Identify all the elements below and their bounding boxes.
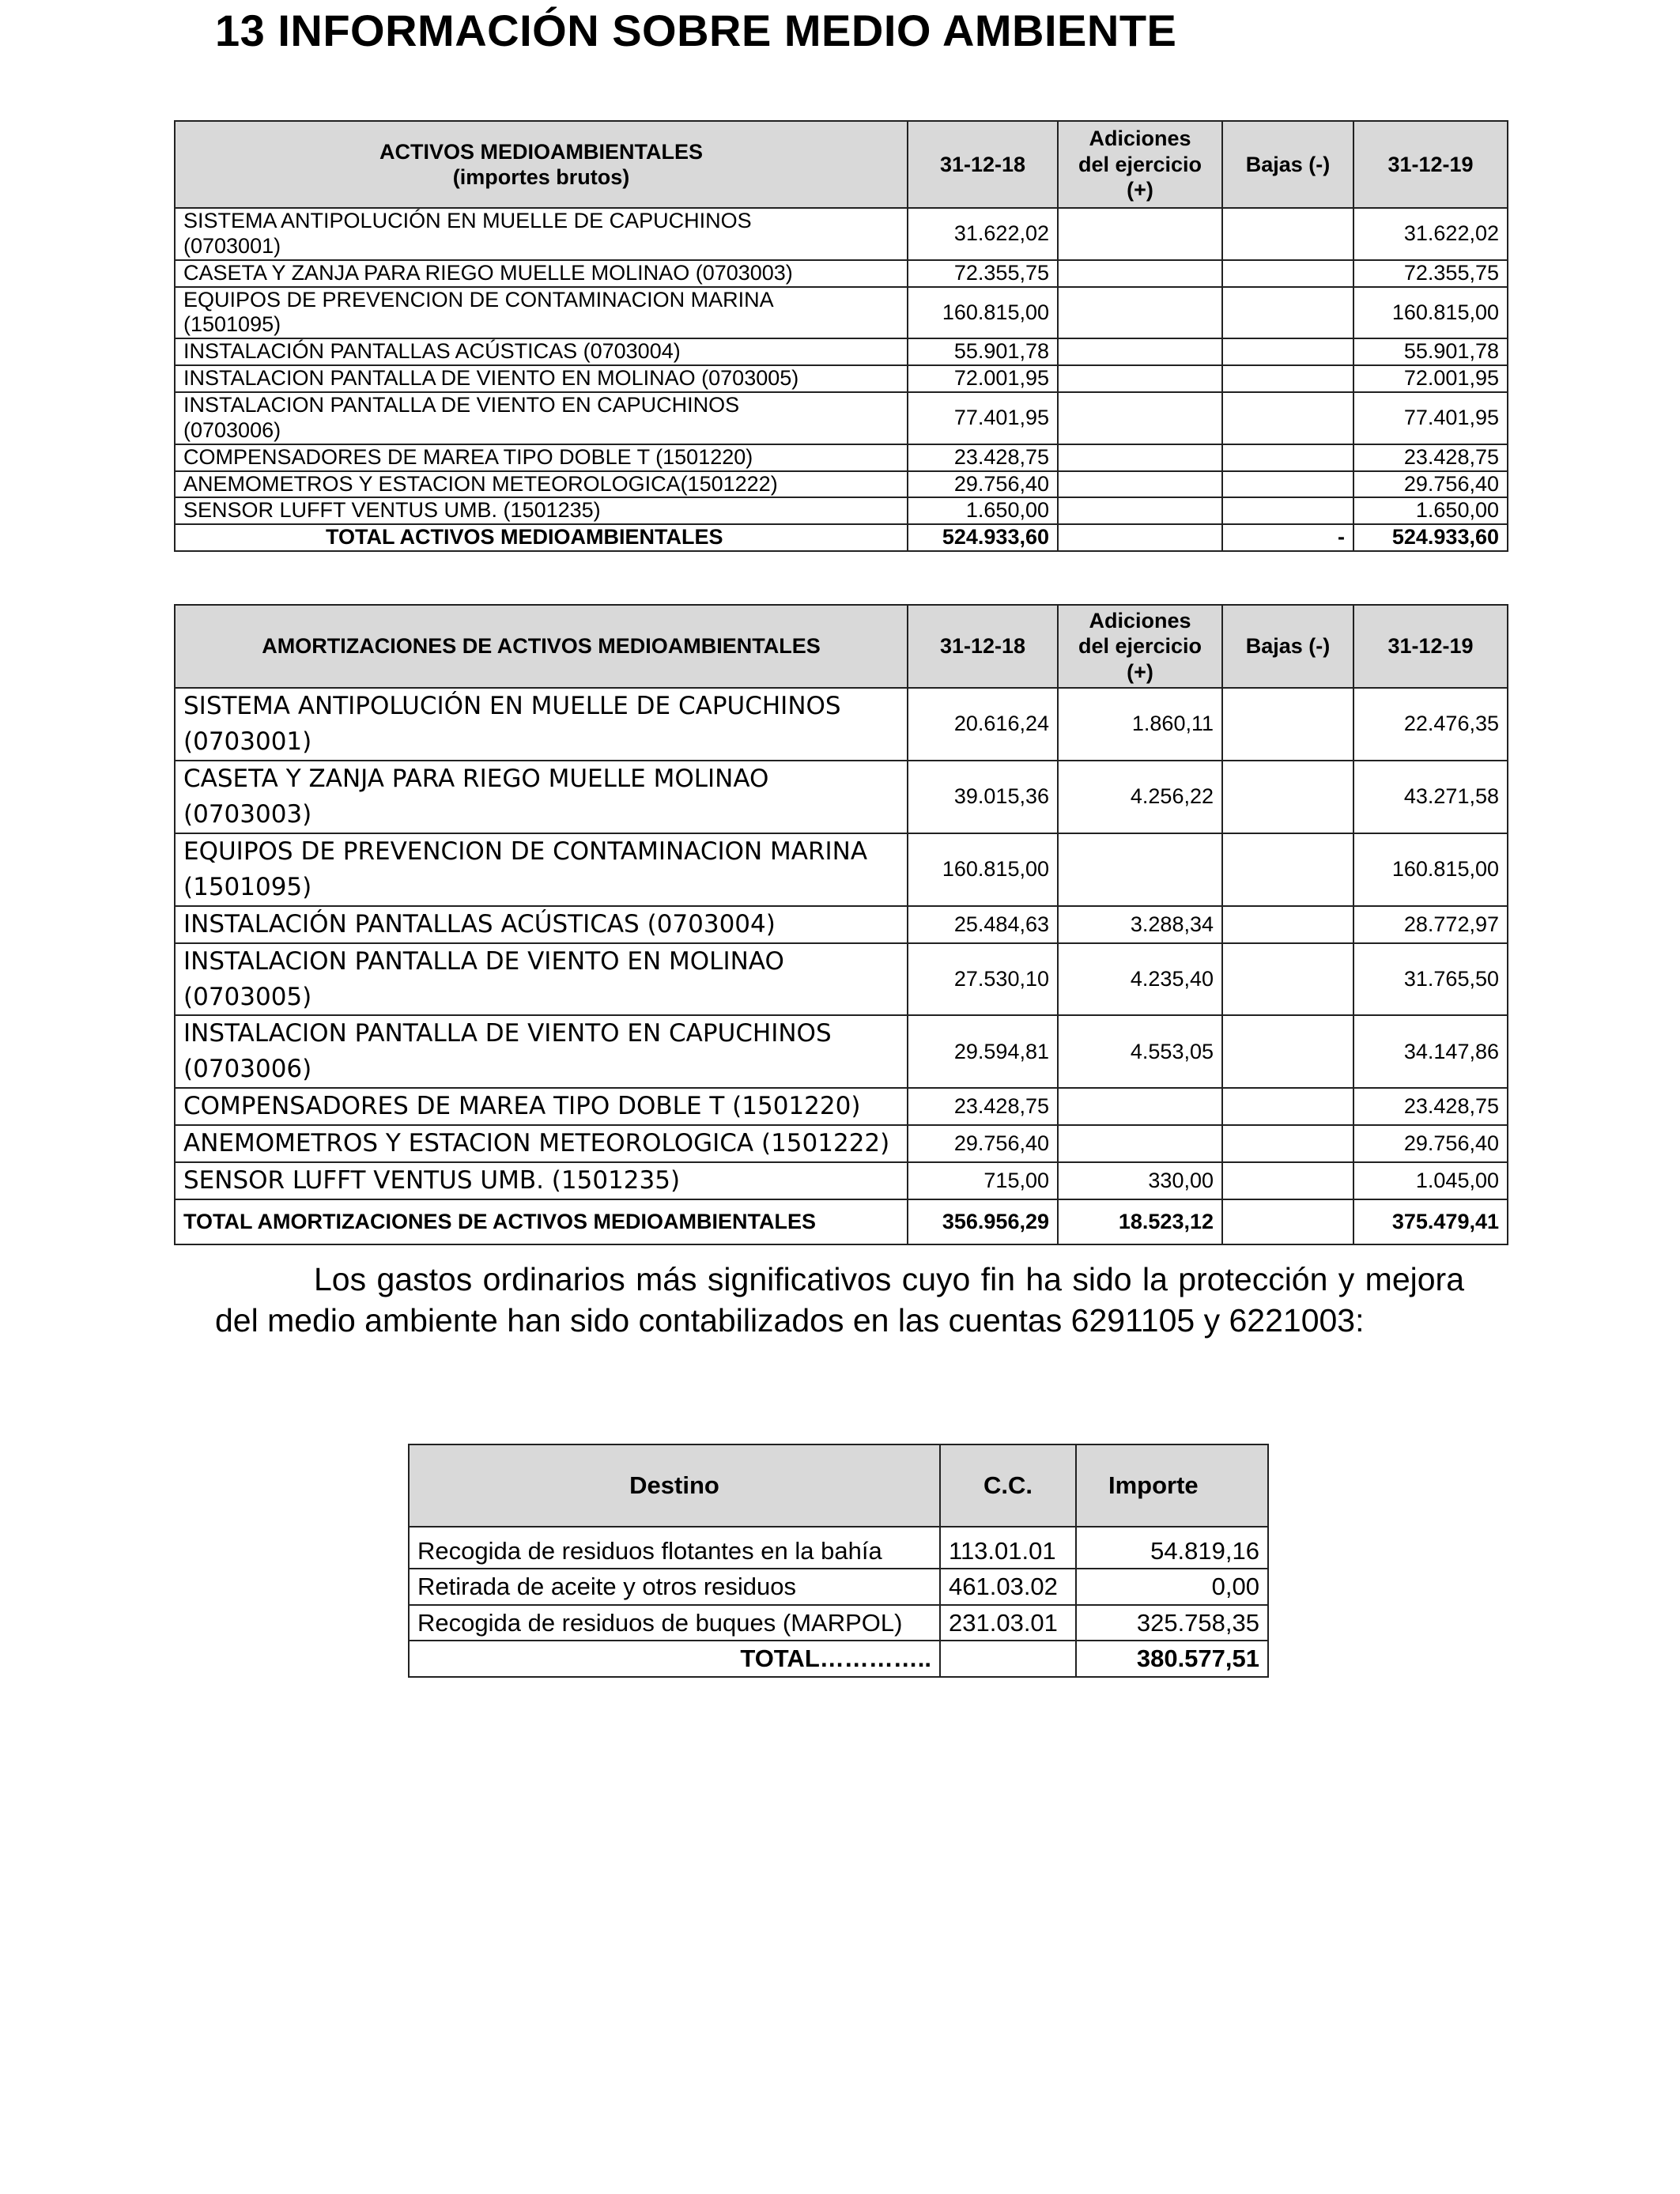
header-text: (importes brutos) xyxy=(452,165,630,189)
activos-value-v1: 31.622,02 xyxy=(908,208,1058,260)
header-text: Adiciones xyxy=(1089,127,1191,151)
activos-value-v4: 29.756,40 xyxy=(1353,471,1508,498)
amortizaciones-value-v1: 29.594,81 xyxy=(908,1015,1058,1088)
activos-row xyxy=(175,338,1508,365)
amortizaciones-concepto xyxy=(175,1162,908,1199)
gastos-importe: 0,00 xyxy=(1076,1569,1268,1604)
gastos-row xyxy=(409,1605,1268,1641)
amortizaciones-total-v2: 18.523,12 xyxy=(1058,1199,1222,1244)
amortizaciones-total-v4: 375.479,41 xyxy=(1353,1199,1508,1244)
amortizaciones-concepto xyxy=(175,688,908,761)
activos-total-row xyxy=(175,524,1508,551)
activos-concepto xyxy=(175,392,908,444)
activos-concepto xyxy=(175,365,908,392)
amortizaciones-value-v3 xyxy=(1222,1088,1353,1125)
header-text: del ejercicio xyxy=(1078,634,1202,659)
amortizaciones-header-row xyxy=(175,605,1508,688)
amortizaciones-concepto xyxy=(175,761,908,833)
activos-value-v3 xyxy=(1222,208,1353,260)
activos-value-v3 xyxy=(1222,444,1353,471)
concepto-line: SISTEMA ANTIPOLUCIÓN EN MUELLE DE CAPUCHINOS xyxy=(183,692,841,720)
gastos-col-destino: Destino xyxy=(409,1444,940,1527)
concepto-line: COMPENSADORES DE MAREA TIPO DOBLE T (1501220) xyxy=(183,444,753,469)
activos-row xyxy=(175,392,1508,444)
amortizaciones-concepto xyxy=(175,1125,908,1162)
amortizaciones-col-bajas: Bajas (-) xyxy=(1222,605,1353,688)
activos-value-v4: 55.901,78 xyxy=(1353,338,1508,365)
concepto-line: (0703006) xyxy=(183,417,281,442)
amortizaciones-concepto xyxy=(175,906,908,943)
page-title: 13 INFORMACIÓN SOBRE MEDIO AMBIENTE xyxy=(215,6,1177,55)
amortizaciones-value-v4: 22.476,35 xyxy=(1353,688,1508,761)
amortizaciones-value-v1: 29.756,40 xyxy=(908,1125,1058,1162)
amortizaciones-value-v4: 34.147,86 xyxy=(1353,1015,1508,1088)
activos-col-2019: 31-12-19 xyxy=(1353,121,1508,208)
gastos-total-importe: 380.577,51 xyxy=(1076,1641,1268,1676)
amortizaciones-col-concepto: AMORTIZACIONES DE ACTIVOS MEDIOAMBIENTALES xyxy=(175,605,908,688)
concepto-line: INSTALACIÓN PANTALLAS ACÚSTICAS (0703004) xyxy=(183,909,776,938)
concepto-line: SENSOR LUFFT VENTUS UMB. (1501235) xyxy=(183,498,601,523)
activos-header-row xyxy=(175,121,1508,208)
activos-value-v3 xyxy=(1222,338,1353,365)
activos-value-v3 xyxy=(1222,392,1353,444)
activos-value-v4: 72.001,95 xyxy=(1353,365,1508,392)
amortizaciones-value-v1: 25.484,63 xyxy=(908,906,1058,943)
amortizaciones-value-v1: 160.815,00 xyxy=(908,833,1058,906)
gastos-total-label: TOTAL………….. xyxy=(409,1641,940,1676)
amortizaciones-value-v4: 28.772,97 xyxy=(1353,906,1508,943)
activos-row xyxy=(175,287,1508,339)
activos-value-v2 xyxy=(1058,497,1222,524)
gastos-destino: Recogida de residuos de buques (MARPOL) xyxy=(409,1605,940,1641)
activos-concepto xyxy=(175,260,908,287)
amortizaciones-value-v1: 39.015,36 xyxy=(908,761,1058,833)
amortizaciones-value-v4: 23.428,75 xyxy=(1353,1088,1508,1125)
concepto-line: INSTALACION PANTALLA DE VIENTO EN CAPUCHINOS xyxy=(183,393,740,417)
activos-value-v1: 160.815,00 xyxy=(908,287,1058,339)
gastos-destino: Retirada de aceite y otros residuos xyxy=(409,1569,940,1604)
concepto-line: (0703001) xyxy=(183,727,312,756)
amortizaciones-value-v4: 31.765,50 xyxy=(1353,943,1508,1016)
concepto-line: (0703006) xyxy=(183,1055,312,1084)
amortizaciones-value-v1: 23.428,75 xyxy=(908,1088,1058,1125)
activos-total-v2 xyxy=(1058,524,1222,551)
activos-value-v3 xyxy=(1222,287,1353,339)
amortizaciones-row xyxy=(175,1162,1508,1199)
activos-row xyxy=(175,471,1508,498)
activos-row xyxy=(175,444,1508,471)
amortizaciones-row xyxy=(175,943,1508,1016)
amortizaciones-value-v3 xyxy=(1222,1015,1353,1088)
amortizaciones-value-v1: 20.616,24 xyxy=(908,688,1058,761)
amortizaciones-value-v2 xyxy=(1058,1088,1222,1125)
header-text: ACTIVOS MEDIOAMBIENTALES xyxy=(379,139,703,164)
amortizaciones-value-v2: 4.256,22 xyxy=(1058,761,1222,833)
activos-value-v1: 23.428,75 xyxy=(908,444,1058,471)
activos-value-v4: 23.428,75 xyxy=(1353,444,1508,471)
amortizaciones-value-v3 xyxy=(1222,906,1353,943)
amortizaciones-concepto xyxy=(175,1015,908,1088)
concepto-line: ANEMOMETROS Y ESTACION METEOROLOGICA (1501222) xyxy=(183,1129,890,1158)
concepto-line: CASETA Y ZANJA PARA RIEGO MUELLE MOLINAO (0703003) xyxy=(183,260,793,285)
amortizaciones-value-v4: 160.815,00 xyxy=(1353,833,1508,906)
amortizaciones-row xyxy=(175,1088,1508,1125)
amortizaciones-value-v2: 3.288,34 xyxy=(1058,906,1222,943)
activos-value-v4: 160.815,00 xyxy=(1353,287,1508,339)
amortizaciones-value-v3 xyxy=(1222,943,1353,1016)
amortizaciones-total-label: TOTAL AMORTIZACIONES DE ACTIVOS MEDIOAMBIENTALES xyxy=(175,1199,908,1244)
amortizaciones-concepto xyxy=(175,1088,908,1125)
amortizaciones-table xyxy=(174,604,1508,1245)
activos-concepto xyxy=(175,208,908,260)
header-text: (+) xyxy=(1127,178,1153,202)
paragraph-text: Los gastos ordinarios más significativos cuyo fin ha sido la protección y mejora del medio ambiente han sido contabilizados en las cuentas 6291105 y 6221003: xyxy=(215,1261,1464,1339)
gastos-table xyxy=(408,1444,1269,1678)
activos-total-v3: - xyxy=(1222,524,1353,551)
amortizaciones-concepto xyxy=(175,943,908,1016)
amortizaciones-value-v4: 29.756,40 xyxy=(1353,1125,1508,1162)
amortizaciones-value-v3 xyxy=(1222,1125,1353,1162)
activos-row xyxy=(175,497,1508,524)
activos-value-v1: 72.001,95 xyxy=(908,365,1058,392)
activos-concepto xyxy=(175,497,908,524)
activos-value-v1: 72.355,75 xyxy=(908,260,1058,287)
amortizaciones-value-v2 xyxy=(1058,833,1222,906)
gastos-cc: 461.03.02 xyxy=(940,1569,1076,1604)
amortizaciones-value-v4: 1.045,00 xyxy=(1353,1162,1508,1199)
activos-row xyxy=(175,208,1508,260)
activos-value-v2 xyxy=(1058,365,1222,392)
gastos-row xyxy=(409,1527,1268,1569)
activos-total-label: TOTAL ACTIVOS MEDIOAMBIENTALES xyxy=(175,524,908,551)
activos-col-bajas: Bajas (-) xyxy=(1222,121,1353,208)
activos-concepto xyxy=(175,338,908,365)
gastos-cc: 231.03.01 xyxy=(940,1605,1076,1641)
gastos-importe: 54.819,16 xyxy=(1076,1527,1268,1569)
activos-table xyxy=(174,120,1508,552)
activos-concepto xyxy=(175,444,908,471)
amortizaciones-value-v2: 4.553,05 xyxy=(1058,1015,1222,1088)
concepto-line: (1501095) xyxy=(183,872,312,901)
activos-value-v2 xyxy=(1058,392,1222,444)
amortizaciones-row xyxy=(175,761,1508,833)
activos-value-v3 xyxy=(1222,260,1353,287)
gastos-importe: 325.758,35 xyxy=(1076,1605,1268,1641)
amortizaciones-value-v2 xyxy=(1058,1125,1222,1162)
concepto-line: INSTALACION PANTALLA DE VIENTO EN MOLINAO (0703005) xyxy=(183,946,784,1011)
amortizaciones-concepto xyxy=(175,833,908,906)
activos-value-v1: 29.756,40 xyxy=(908,471,1058,498)
concepto-line: (0703001) xyxy=(183,233,281,258)
gastos-col-cc: C.C. xyxy=(940,1444,1076,1527)
header-text: Adiciones xyxy=(1089,608,1191,633)
concepto-line: INSTALACIÓN PANTALLAS ACÚSTICAS (0703004) xyxy=(183,339,681,364)
amortizaciones-value-v3 xyxy=(1222,833,1353,906)
amortizaciones-total-v3 xyxy=(1222,1199,1353,1244)
gastos-header-row xyxy=(409,1444,1268,1527)
activos-total-v1: 524.933,60 xyxy=(908,524,1058,551)
concepto-line: SISTEMA ANTIPOLUCIÓN EN MUELLE DE CAPUCHINOS xyxy=(183,209,752,232)
activos-value-v2 xyxy=(1058,338,1222,365)
concepto-line: (1501095) xyxy=(183,312,281,337)
activos-value-v2 xyxy=(1058,471,1222,498)
activos-concepto xyxy=(175,471,908,498)
activos-value-v2 xyxy=(1058,208,1222,260)
activos-value-v4: 77.401,95 xyxy=(1353,392,1508,444)
concepto-line: COMPENSADORES DE MAREA TIPO DOBLE T (1501220) xyxy=(183,1092,861,1121)
activos-row xyxy=(175,365,1508,392)
amortizaciones-value-v2: 330,00 xyxy=(1058,1162,1222,1199)
concepto-line: SENSOR LUFFT VENTUS UMB. (1501235) xyxy=(183,1166,681,1195)
amortizaciones-row xyxy=(175,1125,1508,1162)
amortizaciones-value-v3 xyxy=(1222,688,1353,761)
concepto-line: ANEMOMETROS Y ESTACION METEOROLOGICA(1501222) xyxy=(183,471,778,496)
amortizaciones-total-row xyxy=(175,1199,1508,1244)
concepto-line: CASETA Y ZANJA PARA RIEGO MUELLE MOLINAO (0703003) xyxy=(183,764,769,829)
header-text: (+) xyxy=(1127,659,1153,684)
amortizaciones-value-v3 xyxy=(1222,761,1353,833)
concepto-line: EQUIPOS DE PREVENCION DE CONTAMINACION MARINA xyxy=(183,836,868,866)
gastos-total-row xyxy=(409,1641,1268,1676)
amortizaciones-value-v1: 715,00 xyxy=(908,1162,1058,1199)
amortizaciones-value-v2: 1.860,11 xyxy=(1058,688,1222,761)
gastos-destino: Recogida de residuos flotantes en la bahía xyxy=(409,1527,940,1569)
body-paragraph xyxy=(215,1259,1464,1341)
activos-value-v3 xyxy=(1222,497,1353,524)
activos-value-v2 xyxy=(1058,287,1222,339)
activos-value-v2 xyxy=(1058,444,1222,471)
amortizaciones-row xyxy=(175,833,1508,906)
activos-col-2018: 31-12-18 xyxy=(908,121,1058,208)
amortizaciones-col-2018: 31-12-18 xyxy=(908,605,1058,688)
activos-value-v1: 77.401,95 xyxy=(908,392,1058,444)
activos-total-v4: 524.933,60 xyxy=(1353,524,1508,551)
header-text: del ejercicio xyxy=(1078,152,1202,176)
concepto-line: INSTALACION PANTALLA DE VIENTO EN MOLINAO (0703005) xyxy=(183,366,799,391)
activos-row xyxy=(175,260,1508,287)
amortizaciones-row xyxy=(175,906,1508,943)
activos-value-v2 xyxy=(1058,260,1222,287)
concepto-line: INSTALACION PANTALLA DE VIENTO EN CAPUCHINOS xyxy=(183,1019,832,1048)
gastos-col-importe: Importe xyxy=(1076,1444,1268,1527)
activos-col-adiciones xyxy=(1058,121,1222,208)
amortizaciones-value-v4: 43.271,58 xyxy=(1353,761,1508,833)
gastos-total-cc xyxy=(940,1641,1076,1676)
amortizaciones-value-v1: 27.530,10 xyxy=(908,943,1058,1016)
amortizaciones-col-adiciones xyxy=(1058,605,1222,688)
amortizaciones-col-2019: 31-12-19 xyxy=(1353,605,1508,688)
activos-concepto xyxy=(175,287,908,339)
activos-value-v3 xyxy=(1222,471,1353,498)
amortizaciones-value-v2: 4.235,40 xyxy=(1058,943,1222,1016)
activos-value-v4: 1.650,00 xyxy=(1353,497,1508,524)
activos-value-v1: 55.901,78 xyxy=(908,338,1058,365)
activos-value-v4: 72.355,75 xyxy=(1353,260,1508,287)
amortizaciones-row xyxy=(175,1015,1508,1088)
activos-value-v4: 31.622,02 xyxy=(1353,208,1508,260)
amortizaciones-row xyxy=(175,688,1508,761)
amortizaciones-value-v3 xyxy=(1222,1162,1353,1199)
concepto-line: EQUIPOS DE PREVENCION DE CONTAMINACION MARINA xyxy=(183,287,774,312)
gastos-row xyxy=(409,1569,1268,1604)
activos-value-v1: 1.650,00 xyxy=(908,497,1058,524)
amortizaciones-total-v1: 356.956,29 xyxy=(908,1199,1058,1244)
activos-value-v3 xyxy=(1222,365,1353,392)
activos-col-concepto xyxy=(175,121,908,208)
gastos-cc: 113.01.01 xyxy=(940,1527,1076,1569)
